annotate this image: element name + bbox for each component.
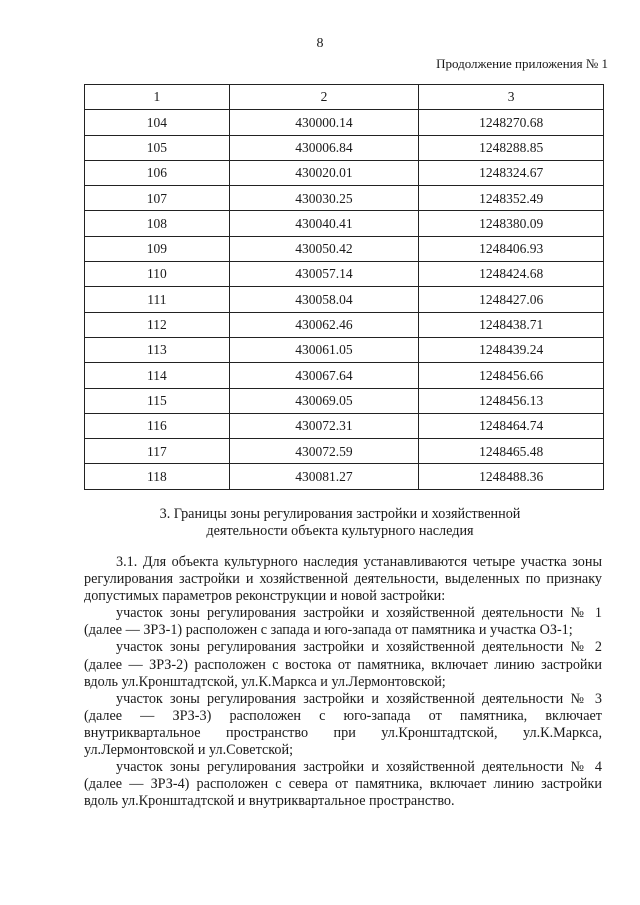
table-cell: 117 — [85, 439, 230, 464]
table-cell: 430061.05 — [229, 337, 419, 362]
table-header-cell: 1 — [85, 85, 230, 110]
table-row — [85, 160, 604, 185]
table-row — [85, 464, 604, 489]
table-cell: 105 — [85, 135, 230, 160]
table-cell: 430072.31 — [229, 413, 419, 438]
page-number: 8 — [316, 36, 324, 51]
table-cell: 104 — [85, 110, 230, 135]
table-cell: 430030.25 — [229, 186, 419, 211]
table-row — [85, 337, 604, 362]
table-cell: 1248324.67 — [419, 160, 604, 185]
section-body — [84, 554, 602, 810]
table-cell: 430040.41 — [229, 211, 419, 236]
coordinates-table — [84, 84, 604, 490]
table-cell: 1248427.06 — [419, 287, 604, 312]
table-cell: 430000.14 — [229, 110, 419, 135]
paragraph: участок зоны регулирования застройки и хозяйственной деятельности № 3 (далее — ЗРЗ-3) расположен с юго-запада от памятника, включает внутриквартальное пространство при ул.Кронштадтской, ул.К.Маркса, ул.Лермонтовской и ул.Советской; — [84, 690, 602, 759]
paragraph: участок зоны регулирования застройки и хозяйственной деятельности № 1 (далее — ЗРЗ-1) расположен с запада и юго-запада от памятника и участка ОЗ-1; — [84, 605, 602, 639]
table-cell: 1248439.24 — [419, 337, 604, 362]
table-cell: 108 — [85, 211, 230, 236]
table-cell: 1248352.49 — [419, 186, 604, 211]
table-row — [85, 312, 604, 337]
table-cell: 112 — [85, 312, 230, 337]
table-cell: 1248424.68 — [419, 262, 604, 287]
table-cell: 430057.14 — [229, 262, 419, 287]
table-cell: 113 — [85, 337, 230, 362]
table-cell: 430050.42 — [229, 236, 419, 261]
table-cell: 430020.01 — [229, 160, 419, 185]
table-header-cell: 2 — [229, 85, 419, 110]
table-cell: 118 — [85, 464, 230, 489]
table-cell: 430081.27 — [229, 464, 419, 489]
table-cell: 1248270.68 — [419, 110, 604, 135]
table-header-row — [85, 85, 604, 110]
section-title-line: деятельности объекта культурного наследия — [206, 523, 474, 539]
paragraph: 3.1. Для объекта культурного наследия устанавливаются четыре участка зоны регулирования застройки и хозяйственной деятельности, выделенных по признаку допустимых параметров реконструкции и новой застройки: — [84, 554, 602, 605]
paragraph: участок зоны регулирования застройки и хозяйственной деятельности № 2 (далее — ЗРЗ-2) расположен с востока от памятника, включает линию застройки вдоль ул.Кронштадтской, ул.К.Маркса и ул.Лермонтовской; — [84, 639, 602, 690]
section-title — [0, 506, 640, 540]
table-cell: 1248380.09 — [419, 211, 604, 236]
table-cell: 110 — [85, 262, 230, 287]
table-cell: 114 — [85, 363, 230, 388]
section-title-line: 3. Границы зоны регулирования застройки и хозяйственной — [159, 506, 521, 522]
table-cell: 430067.64 — [229, 363, 419, 388]
table-cell: 1248464.74 — [419, 413, 604, 438]
table-cell: 1248465.48 — [419, 439, 604, 464]
table-cell: 1248456.13 — [419, 388, 604, 413]
table-cell: 106 — [85, 160, 230, 185]
table-cell: 1248406.93 — [419, 236, 604, 261]
table-row — [85, 186, 604, 211]
table-cell: 430058.04 — [229, 287, 419, 312]
table-cell: 1248488.36 — [419, 464, 604, 489]
table-cell: 116 — [85, 413, 230, 438]
table-cell: 430072.59 — [229, 439, 419, 464]
table-header-cell: 3 — [419, 85, 604, 110]
table-row — [85, 110, 604, 135]
table-row — [85, 236, 604, 261]
table-cell: 430069.05 — [229, 388, 419, 413]
continuation-label: Продолжение приложения № 1 — [436, 56, 608, 71]
table-cell: 430062.46 — [229, 312, 419, 337]
table-row — [85, 211, 604, 236]
table-cell: 1248438.71 — [419, 312, 604, 337]
table-row — [85, 439, 604, 464]
table-row — [85, 413, 604, 438]
table-cell: 109 — [85, 236, 230, 261]
table-cell: 1248456.66 — [419, 363, 604, 388]
table-row — [85, 135, 604, 160]
table-row — [85, 287, 604, 312]
table-cell: 1248288.85 — [419, 135, 604, 160]
table-cell: 111 — [85, 287, 230, 312]
table-row — [85, 363, 604, 388]
table-row — [85, 262, 604, 287]
table-cell: 430006.84 — [229, 135, 419, 160]
paragraph: участок зоны регулирования застройки и хозяйственной деятельности № 4 (далее — ЗРЗ-4) расположен с севера от памятника, включает линию застройки вдоль ул.Кронштадтской и внутриквартальное пространство. — [84, 759, 602, 810]
table-cell: 107 — [85, 186, 230, 211]
table-row — [85, 388, 604, 413]
table-cell: 115 — [85, 388, 230, 413]
